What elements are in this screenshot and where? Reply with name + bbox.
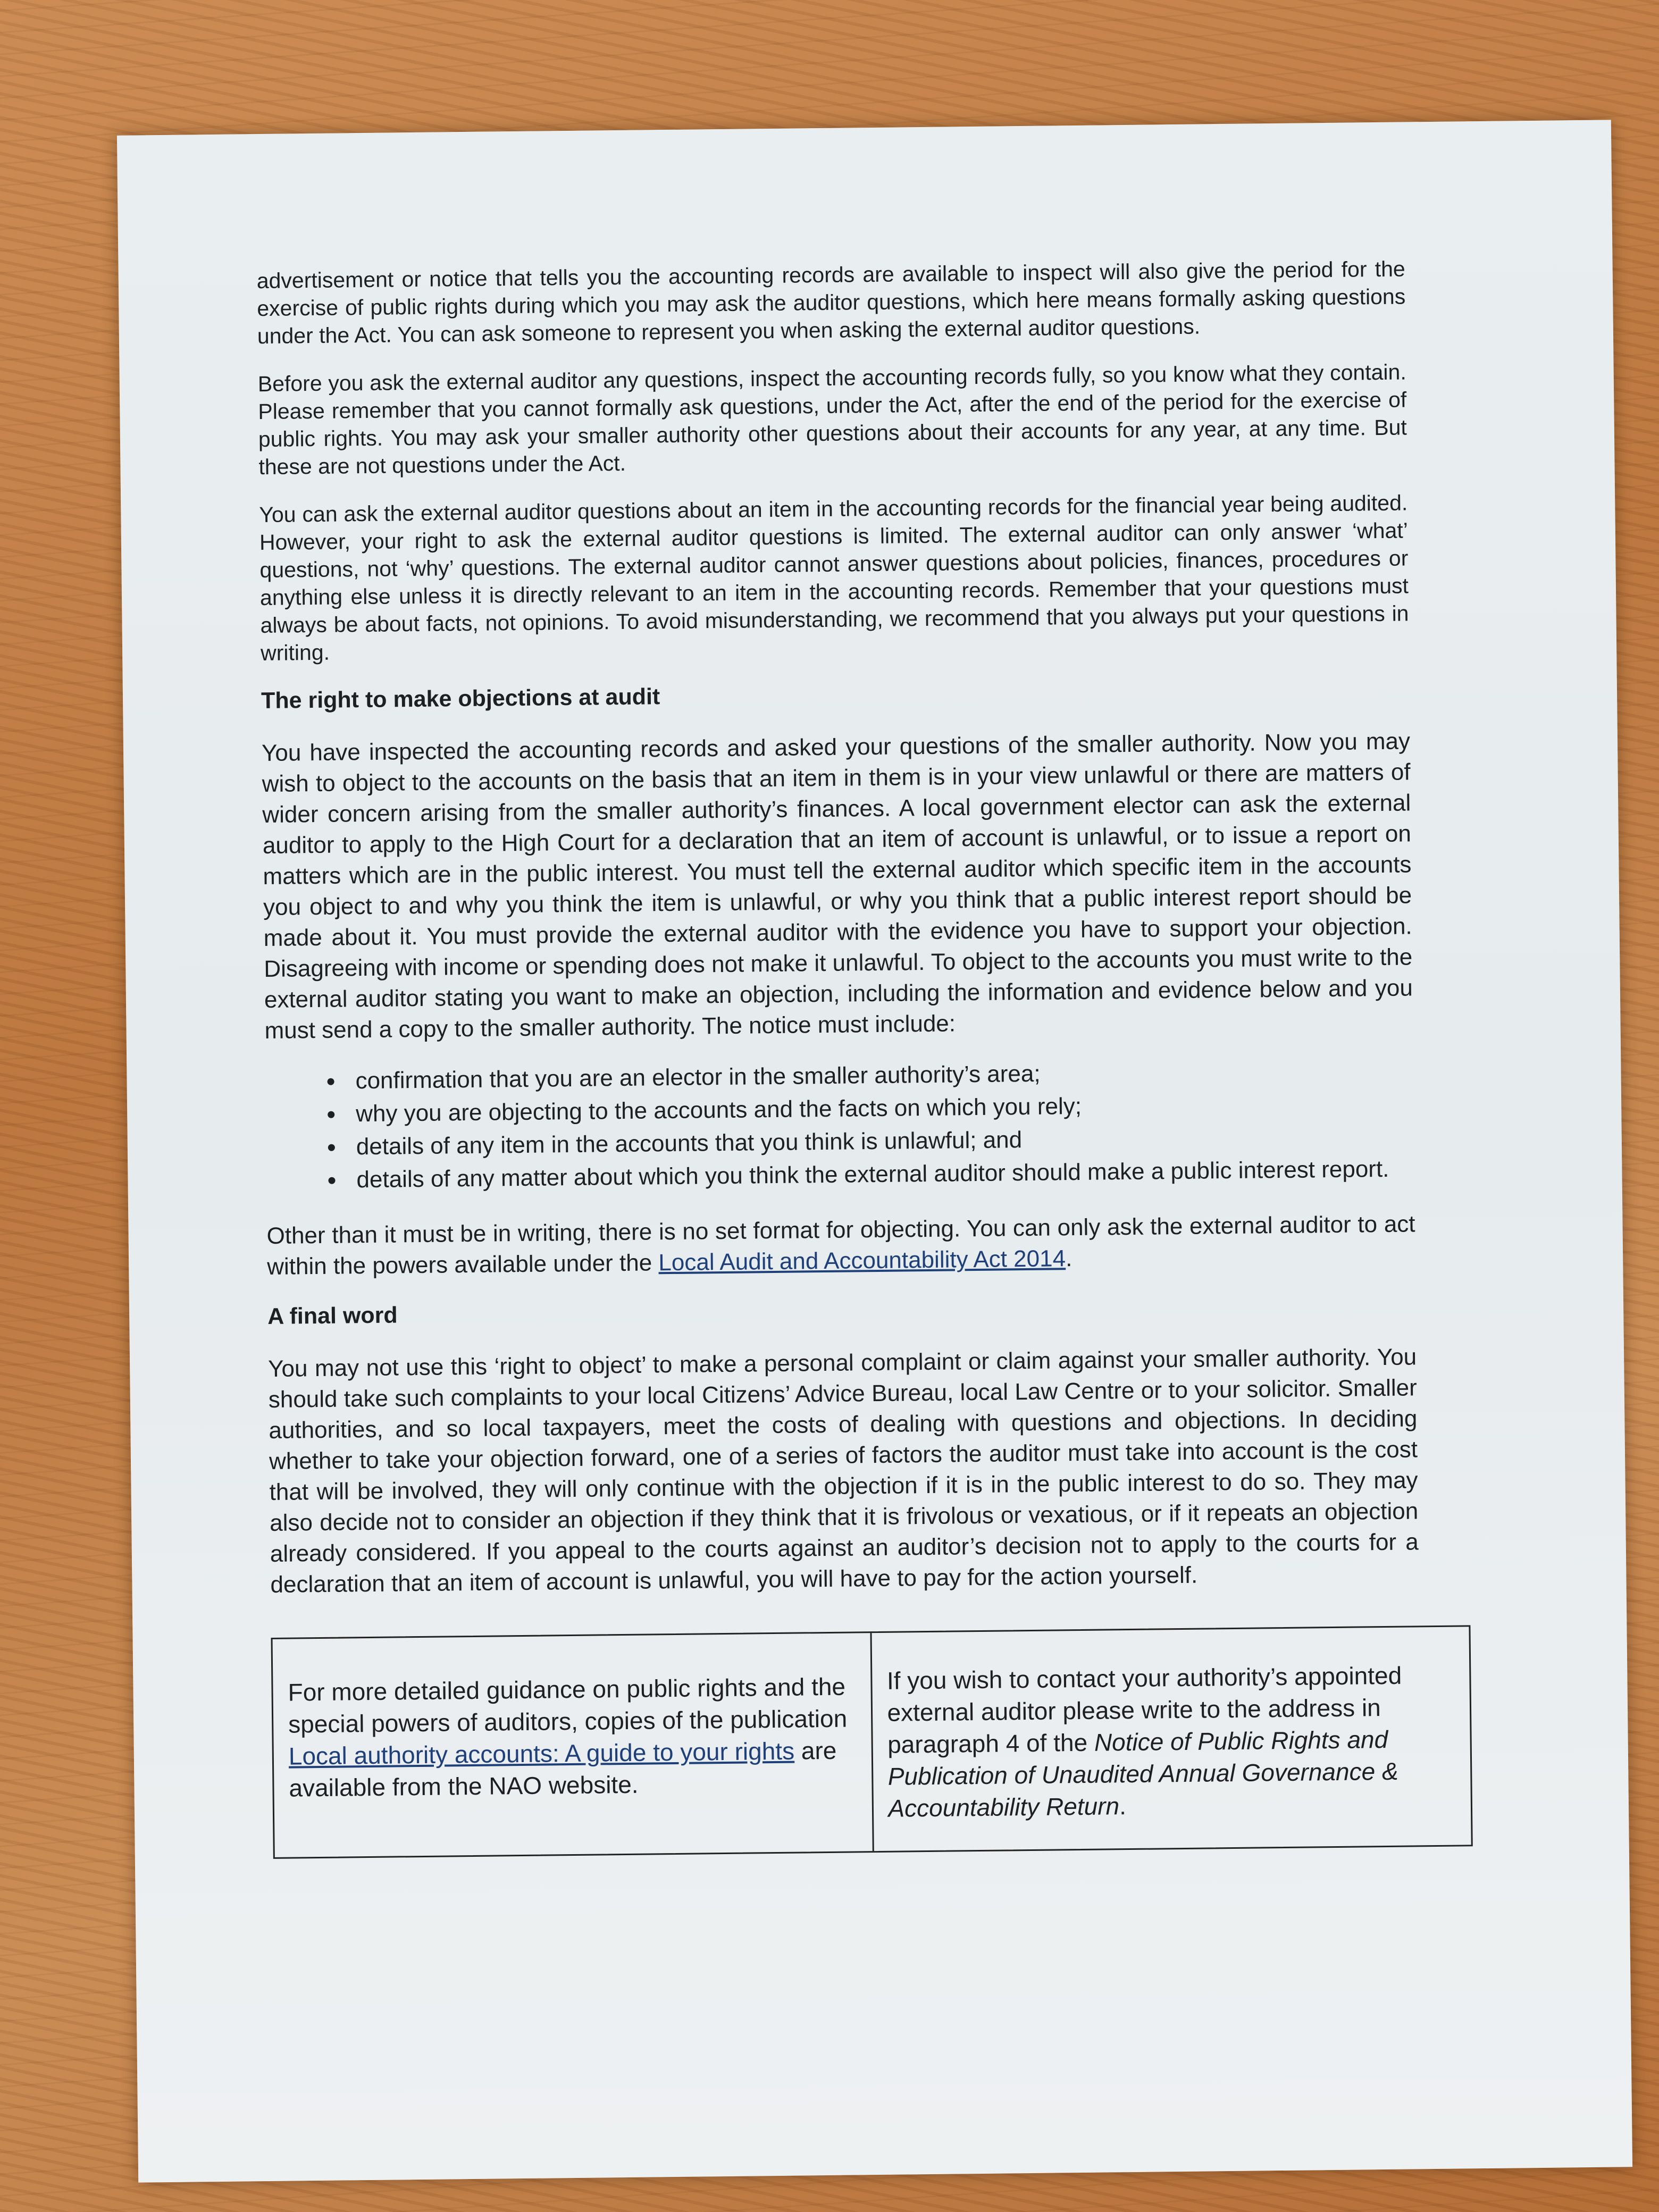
- objection-requirements-list: [265, 1054, 1414, 1196]
- list-item: • confirmation that you are an elector in the smaller authority’s area;: [345, 1054, 1413, 1096]
- list-item: • details of any item in the accounts that you think is unlawful; and: [346, 1120, 1414, 1162]
- format-end: .: [1065, 1245, 1073, 1272]
- list-item: • details of any matter about which you think the external auditor should make a public interest report.: [346, 1153, 1414, 1195]
- contact-text: If you wish to contact your authority’s appointed external auditor please write to the address in paragraph 4 of the: [886, 1661, 1402, 1758]
- guidance-end: are available from the NAO website.: [289, 1736, 837, 1802]
- notice-title: Notice of Public Rights and Publication of Unaudited Annual Governance & Accountability Return: [887, 1725, 1398, 1822]
- paragraph-format: [266, 1209, 1415, 1283]
- paragraph-inspect-notice: advertisement or notice that tells you the accounting records are available to inspect will also give the period for the exercise of public rights during which you may ask the auditor questions, which here means formally asking questions under the Act. You can ask someone to represent you when asking the external auditor questions.: [256, 256, 1406, 349]
- format-text: Other than it must be in writing, there is no set format for objecting. You can only ask the external auditor to act within the powers available under the: [266, 1211, 1415, 1280]
- guidance-cell: [273, 1633, 874, 1857]
- paragraph-auditor-questions: You can ask the external auditor questions about an item in the accounting records for the financial year being audited. However, your right to ask the external auditor questions is limited. The external auditor can only answer ‘what’ questions, not ‘why’ questions. The external auditor cannot answer questions about policies, finances, procedures or anything else unless it is directly relevant to an item in the accounting records. Remember that your questions must always be about facts, not opinions. To avoid misunderstanding, we recommend that you always put your questions in writing.: [259, 490, 1409, 666]
- contact-end: .: [1119, 1792, 1127, 1820]
- document-body: [257, 255, 1422, 1858]
- heading-objections: The right to make objections at audit: [261, 684, 660, 714]
- guide-link[interactable]: Local authority accounts: A guide to your rights: [288, 1737, 795, 1770]
- paragraph-final-word: You may not use this ‘right to object’ to make a personal complaint or claim against your smaller authority. You should take such complaints to your local Citizens’ Advice Bureau, local Law Centre or to your solicitor. Smaller authorities, and so local taxpayers, meet the costs of dealing with questions and objections. In deciding whether to take your objection forward, one of a series of factors the auditor must take into account is the cost that will be involved, they will only continue with the objection if it is in the public interest to do so. They may also decide not to consider an objection if they think that it is frivolous or vexatious, or if it repeats an objection already considered. If you appeal to the courts against an auditor’s decision not to apply to the courts for a declaration that an item of account is unlawful, you will have to pay for the action yourself.: [267, 1344, 1419, 1598]
- guidance-text: For more detailed guidance on public rights and the special powers of auditors, copies of the publication: [288, 1672, 848, 1738]
- document-page: [117, 120, 1632, 2182]
- heading-final-word: A final word: [267, 1302, 398, 1329]
- list-item: • why you are objecting to the accounts and the facts on which you rely;: [345, 1087, 1414, 1129]
- paragraph-before-asking: Before you ask the external auditor any questions, inspect the accounting records fully, so you know what they contain. Please remember that you cannot formally ask questions, under the Act, after the end of the period for the exercise of public rights. You may ask your smaller authority other questions about their accounts for any year, at any time. But these are not questions under the Act.: [257, 359, 1407, 480]
- guidance-table: [271, 1625, 1473, 1859]
- paragraph-objections: You have inspected the accounting records and asked your questions of the smaller authority. Now you may wish to object to the accounts on the basis that an item in them is in your view unlawful or there are matters of wider concern arising from the smaller authority’s finances. A local government elector can ask the external auditor to apply to the High Court for a declaration that an item of account is unlawful, or to issue a report on matters which are in the public interest. You must tell the external auditor which specific item in the accounts you object to and why you think the item is unlawful, or why you think that a public interest report should be made about it. You must provide the external auditor with the evidence you have to support your objection. Disagreeing with income or spending does not make it unlawful. To object to the accounts you must write to the external auditor stating you want to make an objection, including the information and evidence below and you must send a copy to the smaller authority. The notice must include:: [261, 728, 1413, 1044]
- act-link[interactable]: Local Audit and Accountability Act 2014: [658, 1245, 1066, 1276]
- contact-cell: [872, 1627, 1471, 1851]
